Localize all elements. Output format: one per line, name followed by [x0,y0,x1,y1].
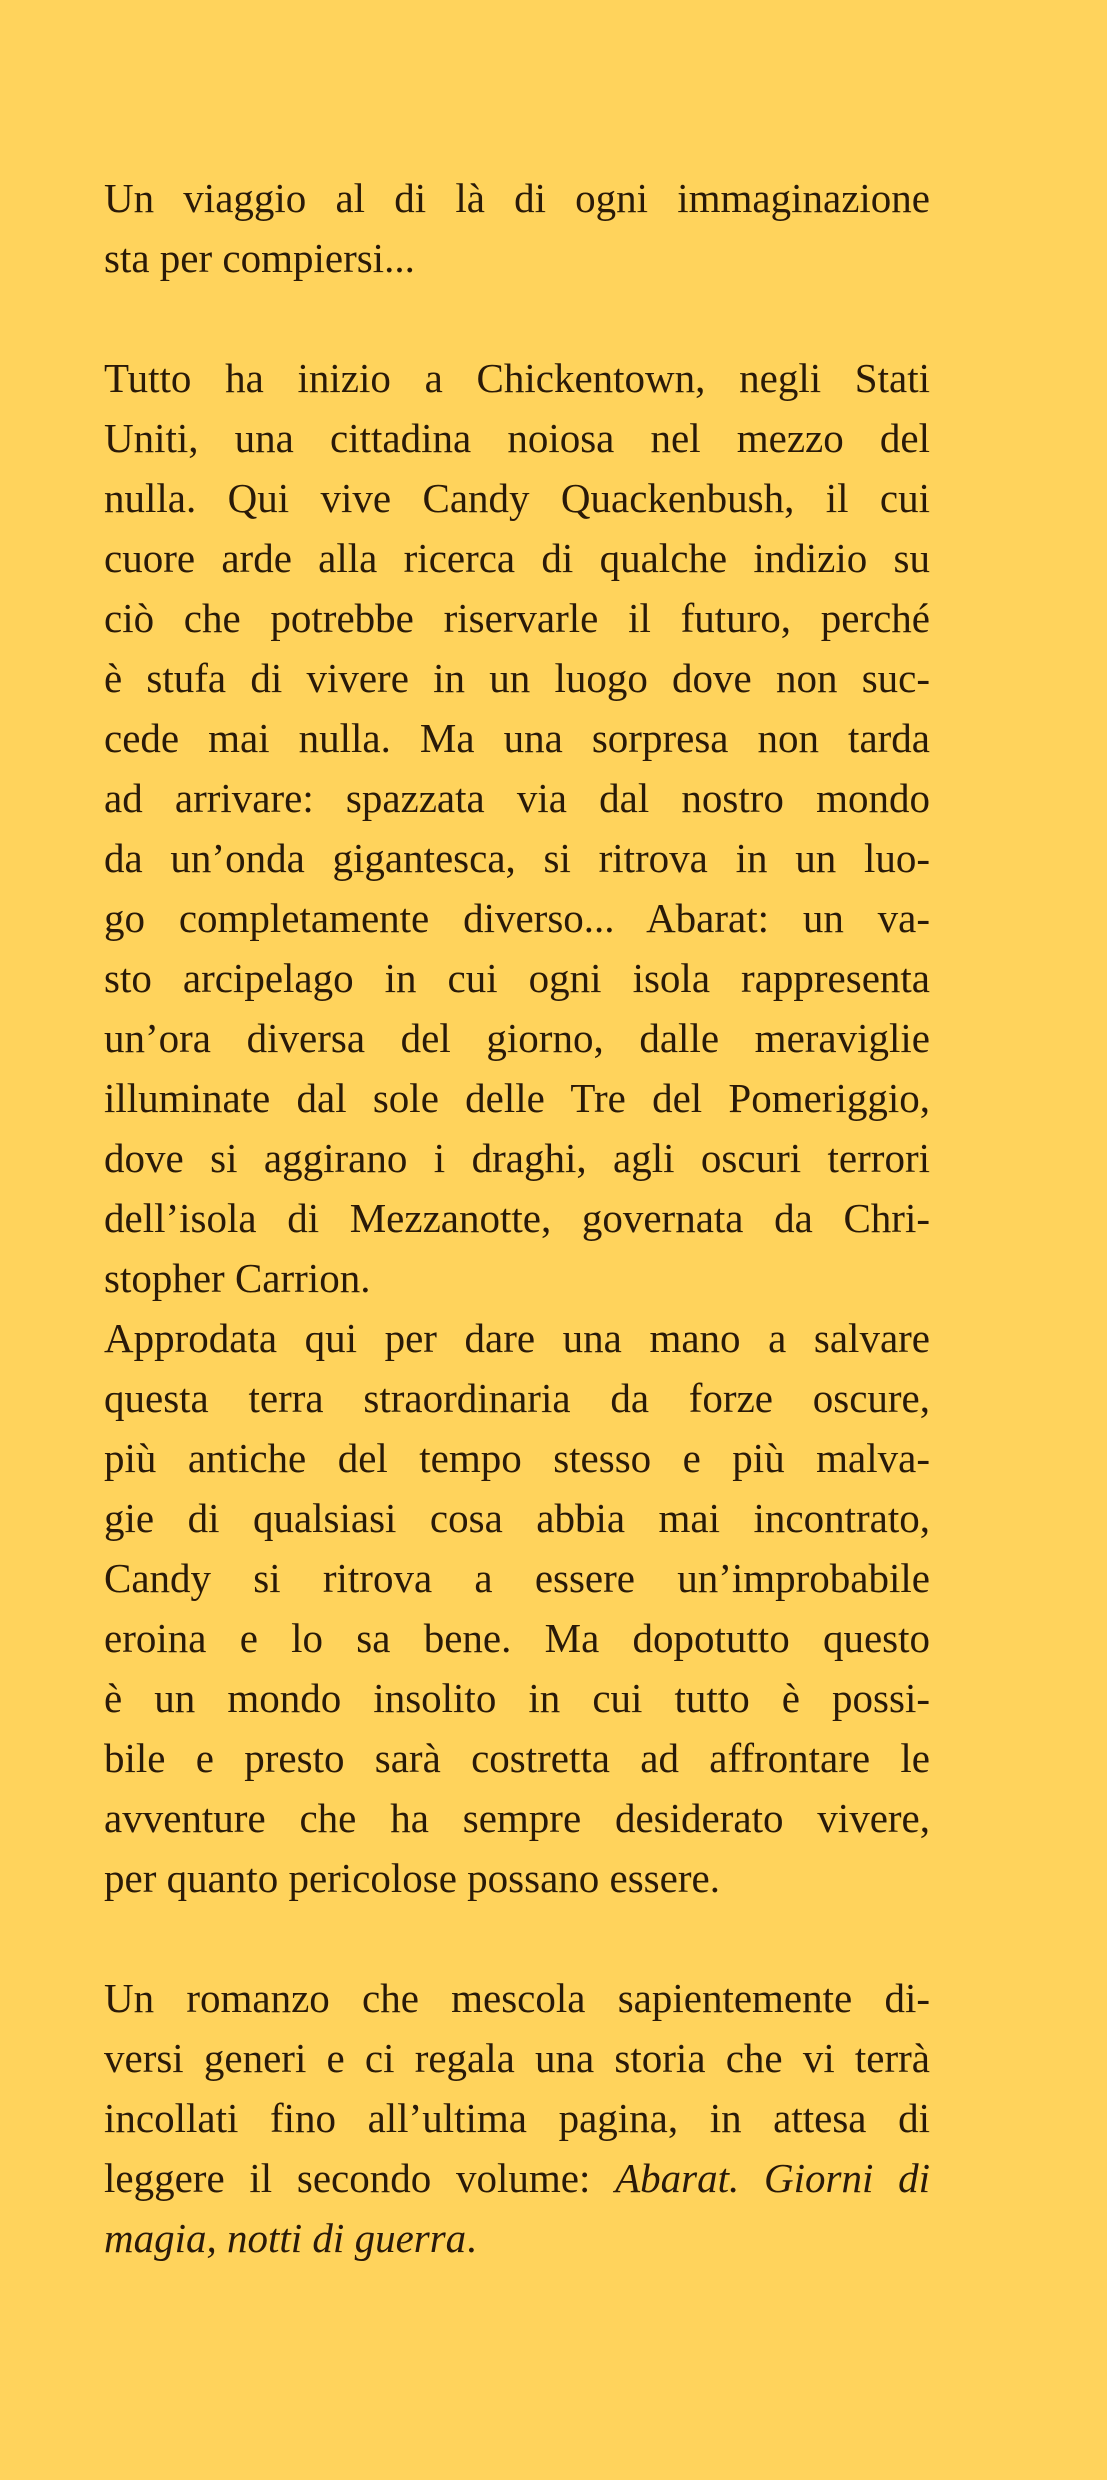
text-line: più antiche del tempo stesso e più malva- [104,1435,930,1481]
back-cover-blurb [104,168,930,2268]
text-line: un’ora diversa del giorno, dalle meraviglie [104,1015,930,1061]
text-line [104,2148,930,2208]
text-line: Un romanzo che mescola sapientemente di- [104,1975,930,2021]
synopsis-paragraph-1 [104,348,930,1308]
text-line: sta per compiersi... [104,235,415,281]
text-line: Uniti, una cittadina noiosa nel mezzo del [104,415,930,461]
text-line: è stufa di vivere in un luogo dove non suc- [104,655,930,701]
text-line: avventure che ha sempre desiderato vivere, [104,1795,930,1841]
text-line: nulla. Qui vive Candy Quackenbush, il cui [104,475,930,521]
text-line: dove si aggirano i draghi, agli oscuri terrori [104,1135,930,1181]
closing-paragraph [104,1968,930,2268]
text-line: versi generi e ci regala una storia che vi terrà [104,2035,930,2081]
text-line: go completamente diverso... Abarat: un va- [104,895,930,941]
text-line: cuore arde alla ricerca di qualche indizio su [104,535,930,581]
text-line: eroina e lo sa bene. Ma dopotutto questo [104,1615,930,1661]
text-line: illuminate dal sole delle Tre del Pomeriggio, [104,1075,930,1121]
text-line: per quanto pericolose possano essere. [104,1855,720,1901]
text-line: da un’onda gigantesca, si ritrova in un luo- [104,835,930,881]
text-line: è un mondo insolito in cui tutto è possi- [104,1675,930,1721]
text-line: dell’isola di Mezzanotte, governata da Chri- [104,1195,930,1241]
synopsis-paragraph-2 [104,1308,930,1908]
text-line: bile e presto sarà costretta ad affrontare le [104,1735,930,1781]
text-line: sto arcipelago in cui ogni isola rappresenta [104,955,930,1001]
text-line: gie di qualsiasi cosa abbia mai incontrato, [104,1495,930,1541]
text-fragment: . [466,2215,477,2261]
text-fragment: leggere il secondo volume: [104,2155,616,2201]
sequel-title: magia, notti di guerra [104,2215,467,2261]
text-line: Approdata qui per dare una mano a salvare [104,1315,930,1361]
text-line: Un viaggio al di là di ogni immaginazione [104,175,930,221]
intro-tagline [104,168,930,288]
text-line: cede mai nulla. Ma una sorpresa non tarda [104,715,930,761]
text-line: stopher Carrion. [104,1255,371,1301]
text-line: ad arrivare: spazzata via dal nostro mondo [104,775,930,821]
paragraph-gap [104,1908,930,1968]
text-line [104,2208,930,2268]
text-line: Candy si ritrova a essere un’improbabile [104,1555,930,1601]
text-line: questa terra straordinaria da forze oscure, [104,1375,930,1421]
text-line: Tutto ha inizio a Chickentown, negli Stati [104,355,930,401]
text-line: ciò che potrebbe riservarle il futuro, perché [104,595,930,641]
paragraph-gap [104,288,930,348]
text-line: incollati fino all’ultima pagina, in attesa di [104,2095,930,2141]
sequel-title: Abarat. Giorni di [615,2155,930,2201]
